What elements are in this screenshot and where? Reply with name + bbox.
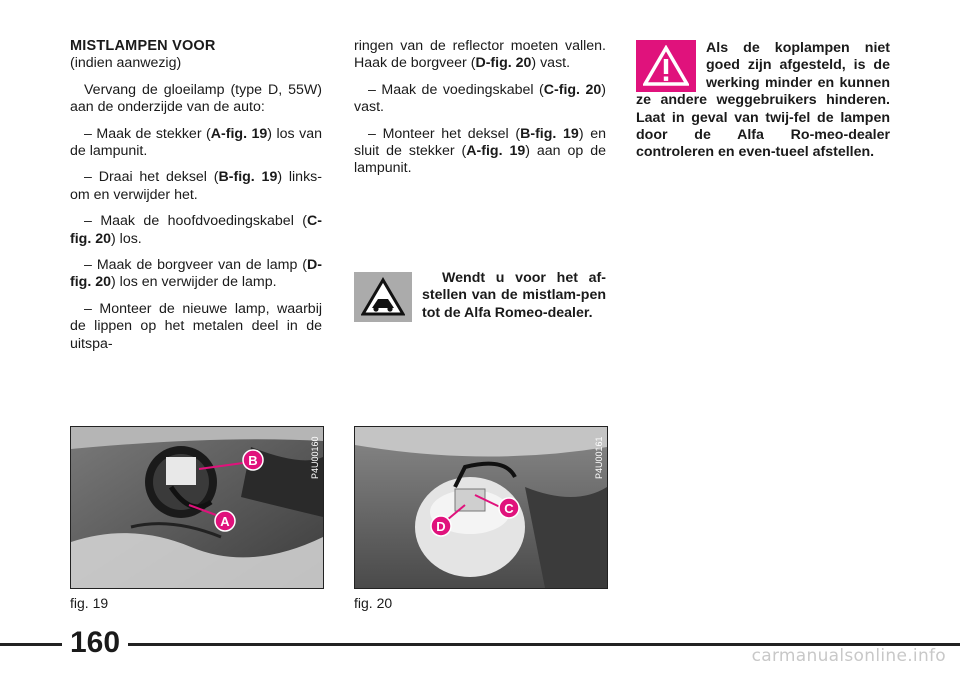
callout-d: D [436,519,446,534]
figure-19-code: P4U00160 [310,436,320,479]
left-column [70,38,322,362]
step-5: – Monteer de nieuwe lamp, waarbij de lippen op het metalen deel in de uitspa- [70,300,322,352]
figure-20-photo [354,426,608,589]
step-1: – Maak de stekker (A-fig. 19) los van de lampunit. [70,125,322,160]
callout-b: B [248,453,258,468]
watermark: carmanualsonline.info [751,646,946,666]
callout-a: A [220,514,230,529]
continued-text: ringen van de reflector moeten vallen. Haak de borgveer (D-fig. 20) vast. [354,38,606,72]
callout-c: C [504,501,514,516]
note-text: Wendt u voor het af-stellen van de mistlam-pen tot de Alfa Romeo-dealer. [422,270,606,321]
page-number: 160 [70,626,121,659]
step-3: – Maak de hoofdvoedingskabel (C-fig. 20) los. [70,213,322,247]
step-7: – Monteer het deksel (B-fig. 19) en sluit de stekker (A-fig. 19) aan op de lampunit. [354,125,606,177]
warning-icon [636,40,696,92]
footer-rule-left [0,643,62,646]
warning-text: Als de koplampen niet goed zijn afgesteld, is de werking minder en kunnen ze andere weggebruikers hinderen. Laat in geval van twij-fel de lampen door de Alfa Ro-meo-dealer controleren en even-tueel afstellen. [636,40,890,161]
intro-text: Vervang de gloeilamp (type D, 55W) aan de onderzijde van de auto: [70,81,322,116]
step-4: – Maak de borgveer van de lamp (D-fig. 20) los en verwijder de lamp. [70,257,322,291]
figure-19-illustration [71,427,323,588]
road-sign-icon [354,272,412,322]
figure-20-code: P4U00161 [594,436,604,479]
step-2: – Draai het deksel (B-fig. 19) links-om en verwijder het. [70,169,322,203]
section-subtitle: (indien aanwezig) [70,55,182,72]
step-6: – Maak de voedingskabel (C-fig. 20) vast. [354,81,606,116]
warning-box [636,40,890,162]
section-title: MISTLAMPEN VOOR [70,38,216,54]
figure-19-caption: fig. 19 [70,595,109,611]
figure-20-caption: fig. 20 [354,595,393,611]
note-box [354,270,606,322]
middle-column [354,38,606,187]
figure-20-illustration [355,427,607,588]
figure-19-photo [70,426,324,589]
